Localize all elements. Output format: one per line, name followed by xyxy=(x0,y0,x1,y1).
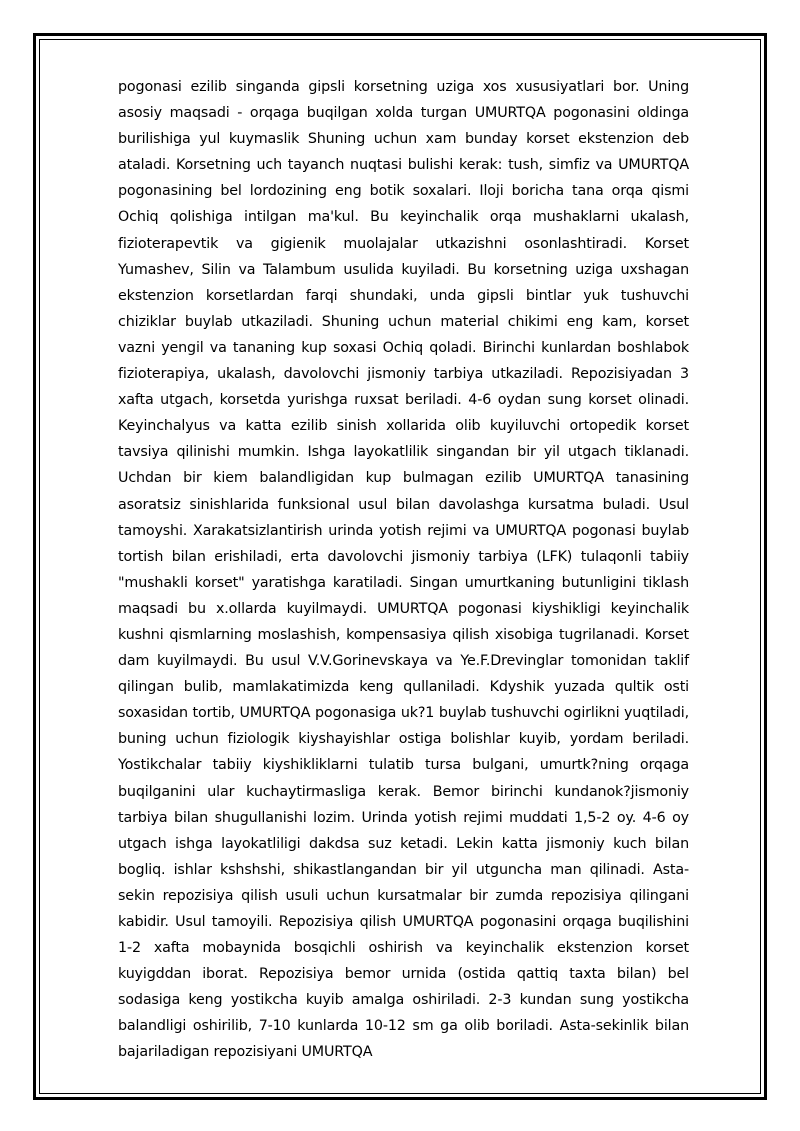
body-paragraph: pogonasi ezilib singanda gipsli korsetning uziga xos xususiyatlari bor. Uning asosiy maqsadi - orqaga buqilgan xolda turgan UMURTQA pogonasini oldinga burilishiga yul kuymaslik Shuning uchun xam bunday korset ekstenzion deb ataladi. Korsetning uch tayanch nuqtasi bulishi kerak: tush, simfiz va UMURTQA pogonasining bel lordozining eng botik soxalari. Iloji boricha tana orqa qismi Ochiq qolishiga intilgan ma'kul. Bu keyinchalik orqa mushaklarni ukalash, fizioterapevtik va gigienik muolajalar utkazishni osonlashtiradi. Korset Yumashev, Silin va Talambum usulida kuyiladi. Bu korsetning uziga uxshagan ekstenzion korsetlardan farqi shundaki, unda gipsli bintlar yuk tushuvchi chiziklar buylab utkaziladi. Shuning uchun material chikimi eng kam, korset vazni yengil va tananing kup soxasi Ochiq qoladi. Birinchi kunlardan boshlabok fizioterapiya, ukalash, davolovchi jismoniy tarbiya utkaziladi. Repozisiyadan 3 xafta utgach, korsetda yurishga ruxsat beriladi. 4-6 oydan sung korset olinadi. Keyinchalyus va katta ezilib sinish xollarida olib kuyiluvchi ortopedik korset tavsiya qilinishi mumkin. Ishga layokatlilik singandan bir yil utgach tiklanadi. Uchdan bir kiem balandligidan kup bulmagan ezilib UMURTQA tanasining asoratsiz sinishlarida funksional usul bilan davolashga kursatma buladi. Usul tamoyshi. Xarakatsizlantirish urinda yotish rejimi va UMURTQA pogonasi buylab tortish bilan erishiladi, erta davolovchi jismoniy tarbiya (LFK) tulaqonli tabiiy "mushakli korset" yaratishga karatiladi. Singan umurtkaning butunligini tiklash maqsadi bu x.ollarda kuyilmaydi. UMURTQA pogonasi kiyshikligi keyinchalik kushni qismlarning moslashish, kompensasiya qilish xisobiga tugrilanadi. Korset dam kuyilmaydi. Bu usul V.V.Gorinevskaya va Ye.F.Drevinglar tomonidan taklif qilingan bulib, mamlakatimizda keng qullaniladi. Kdyshik yuzada qultik osti soxasidan tortib, UMURTQA pogonasiga uk?1 buylab tushuvchi ogirlikni yuqtiladi, buning uchun fiziologik kiyshayishlar ostiga bolishlar kuyib, yordam beriladi. Yostikchalar tabiiy kiyshikliklarni tulatib tursa bulgani, umurtk?ning orqaga buqilganini ular kuchaytirmasliga kerak. Bemor birinchi kundanok?jismoniy tarbiya bilan shugullanishi lozim. Urinda yotish rejimi muddati 1,5-2 oy. 4-6 oy utgach ishga layokatliligi dakdsa suz ketadi. Lekin katta jismoniy kuch bilan bogliq. ishlar kshshshi, shikastlangandan bir yil utguncha man qilinadi. Asta-sekin repozisiya qilish usuli uchun kursatmalar bir zumda repozisiya qilingani kabidir. Usul tamoyili. Repozisiya qilish UMURTQA pogonasini orqaga buqilishini 1-2 xafta mobaynida bosqichli oshirish va keyinchalik ekstenzion korset kuyigddan iborat. Repozisiya bemor urnida (ostida qattiq taxta bilan) bel sodasiga keng yostikcha kuyib amalga oshiriladi. 2-3 kundan sung yostikcha balandligi oshirilib, 7-10 kunlarda 10-12 sm ga olib boriladi. Asta-sekinlik bilan bajariladigan repozisiyani UMURTQA xyxy=(118,79,689,1061)
